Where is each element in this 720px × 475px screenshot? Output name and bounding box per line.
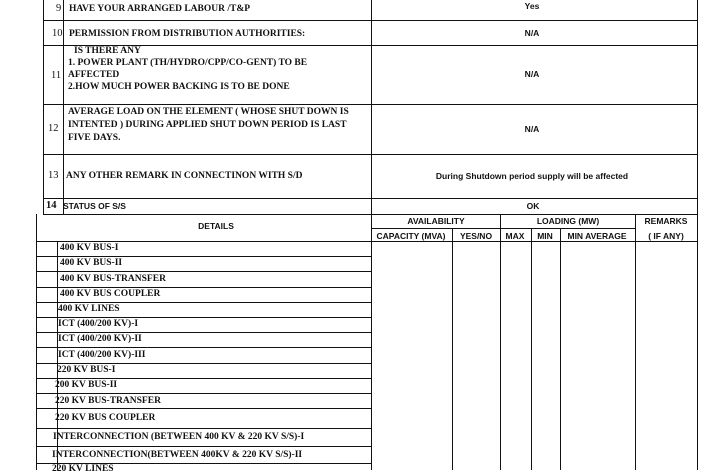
item-divider (36, 408, 372, 409)
item-divider (36, 271, 372, 272)
item-divider (36, 363, 372, 364)
row-label-line: IS THERE ANY (74, 46, 141, 56)
border-number-col (63, 0, 64, 215)
row-value: Yes (524, 1, 540, 11)
loading-right-border (635, 214, 636, 470)
border-value-col (371, 0, 372, 215)
row-value: N/A (524, 69, 540, 79)
table-row: 200 KV BUS-II (55, 380, 118, 390)
row-label-line: AFFECTED (68, 70, 120, 80)
row-value: During Shutdown period supply will be affected (435, 171, 629, 181)
item-divider (36, 287, 372, 288)
row-number: 10 (52, 28, 63, 39)
border-left (43, 0, 44, 215)
item-divider (36, 428, 372, 429)
min-average-header: MIN AVERAGE (567, 231, 627, 241)
row-value: N/A (524, 28, 540, 38)
availability-right-border (500, 214, 501, 470)
if-any-header: ( IF ANY) (648, 231, 684, 241)
item-divider (36, 332, 372, 333)
max-header: MAX (505, 231, 525, 241)
row-label: STATUS OF S/S (63, 201, 126, 211)
row-divider (43, 20, 698, 21)
item-divider (36, 378, 372, 379)
max-right-border (531, 228, 532, 470)
table-row: ICT (400/200 KV)-III (58, 350, 146, 360)
row-number: 13 (48, 170, 59, 181)
row-divider (43, 104, 698, 105)
table-row: ICT (400/200 KV)-II (58, 334, 142, 344)
table-row: INTERCONNECTION(BETWEEN 400KV & 220 KV S/S)-II (52, 450, 303, 460)
details-right-border (371, 214, 372, 470)
row-label-line: 2.HOW MUCH POWER BACKING IS TO BE DONE (68, 82, 290, 92)
capacity-header: CAPACITY (MVA) (376, 231, 446, 241)
table-row: 400 KV BUS-I (60, 243, 119, 253)
row-divider (43, 45, 698, 46)
table-row: 220 KV LINES (52, 464, 114, 474)
table-row: 400 KV BUS COUPLER (60, 289, 161, 299)
row-divider (43, 154, 698, 155)
details-header: DETAILS (198, 221, 234, 231)
capacity-right-border (452, 228, 453, 470)
row-label: HAVE YOUR ARRANGED LABOUR /T&P (69, 4, 251, 14)
row-divider (43, 198, 698, 199)
table-row: ICT (400/200 KV)-I (58, 319, 139, 329)
row-label: ANY OTHER REMARK IN CONNECTINON WITH S/D (66, 171, 303, 181)
availability-header: AVAILABILITY (407, 216, 465, 226)
table-left-border (36, 214, 37, 470)
row-number: 14 (46, 200, 57, 211)
row-number: 11 (51, 70, 62, 81)
item-divider (36, 446, 372, 447)
table-row: 400 KV BUS-TRANSFER (60, 274, 166, 284)
row-label-line: INTENTED ) DURING APPLIED SHUT DOWN PERIOD IS LAST (68, 120, 347, 130)
row-number: 9 (56, 3, 62, 14)
row-value: N/A (524, 124, 540, 134)
row-label-line: FIVE DAYS. (68, 133, 121, 143)
row-label: PERMISSION FROM DISTRIBUTION AUTHORITIES: (69, 29, 306, 39)
table-row: 400 KV LINES (58, 304, 120, 314)
yesno-header: YES/NO (459, 231, 493, 241)
item-divider (36, 347, 372, 348)
row-label-line: 1. POWER PLANT (TH/HYDRO/CPP/CO-GENT) TO BE (68, 58, 308, 68)
row-number: 12 (48, 123, 59, 134)
border-right (697, 0, 698, 470)
item-divider (36, 256, 372, 257)
table-row: 400 KV BUS-II (60, 258, 123, 268)
loading-header: LOADING (MW) (536, 216, 600, 226)
item-divider (36, 302, 372, 303)
header-bottom (36, 241, 698, 242)
row-label-line: AVERAGE LOAD ON THE ELEMENT ( WHOSE SHUT DOWN IS (68, 107, 349, 117)
table-row: 220 KV BUS-I (57, 365, 116, 375)
min-right-border (560, 228, 561, 470)
remarks-header: REMARKS (644, 216, 688, 226)
row-value: OK (526, 201, 540, 211)
table-row: 220 KV BUS COUPLER (55, 413, 156, 423)
item-divider (36, 393, 372, 394)
header-subdivider (371, 228, 635, 229)
item-divider (36, 317, 372, 318)
table-row: 220 KV BUS-TRANSFER (55, 396, 161, 406)
table-row: INTERCONNECTION (BETWEEN 400 KV & 220 KV S/S)-I (53, 432, 305, 442)
min-header: MIN (537, 231, 553, 241)
